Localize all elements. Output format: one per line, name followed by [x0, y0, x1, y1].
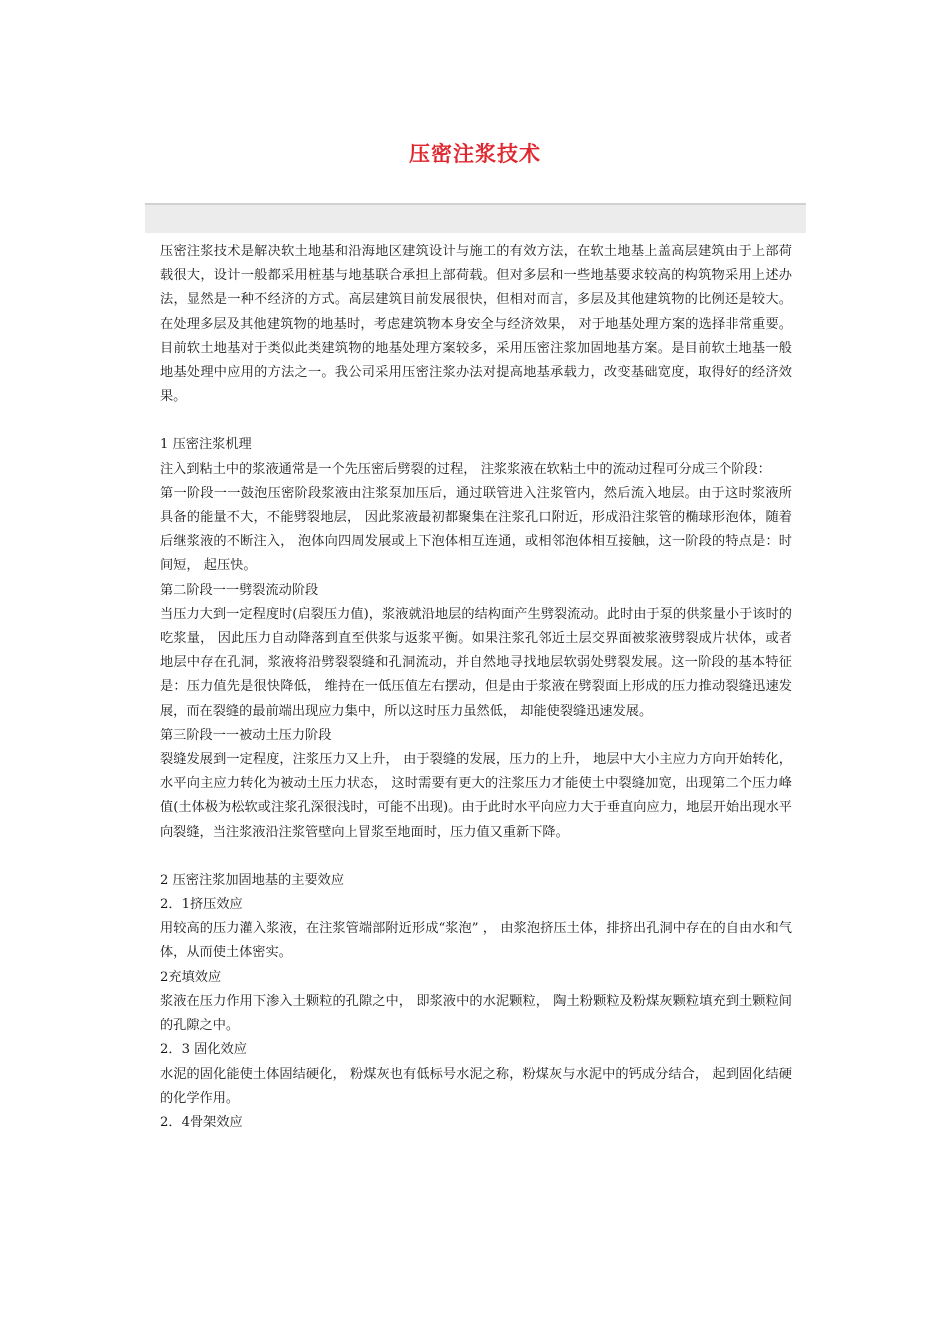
- header-divider-bar: [145, 203, 806, 233]
- intro-paragraph: 压密注浆技术是解决软土地基和沿海地区建筑设计与施工的有效方法，在软土地基上盖高层建筑由于上部荷载很大，设计一般都采用桩基与地基联合承担上部荷载。但对多层和一些地基要求较高的构筑物采用上述办法，显然是一种不经济的方式。高层建筑目前发展很快，但相对而言，多层及其他建筑物的比例还是较大。在处理多层及其他建筑物的地基时，考虑建筑物本身安全与经济效果， 对于地基处理方案的选择非常重要。目前软土地基对于类似此类建筑物的地基处理方案较多，采用压密注浆加固地基方案。是目前软土地基一般地基处理中应用的方法之一。我公司采用压密注浆办法对提高地基承载力，改变基础宽度，取得好的经济效果。: [160, 244, 792, 405]
- section-2-heading: 2 压密注浆加固地基的主要效应: [160, 872, 345, 888]
- stage-2-title: 第二阶段一一劈裂流动阶段: [160, 582, 319, 598]
- subsection-2-3-heading: 2．3 固化效应: [160, 1042, 247, 1058]
- subsection-2-1-heading: 2．1挤压效应: [160, 897, 243, 913]
- document-body: [160, 240, 792, 1135]
- spacer: [160, 845, 792, 869]
- subsection-2-3-paragraph: 水泥的固化能使土体固结硬化， 粉煤灰也有低标号水泥之称，粉煤灰与水泥中的钙成分结合， 起到固化结硬的化学作用。: [160, 1066, 792, 1106]
- stage-1-paragraph: 第一阶段一一鼓泡压密阶段浆液由注浆泵加压后，通过联管进入注浆管内，然后流入地层。由于这时浆液所具备的能量不大，不能劈裂地层， 因此浆液最初都聚集在注浆孔口附近，形成沿注浆管的椭球形泡体，随着后继浆液的不断注入， 泡体向四周发展或上下泡体相互连通，或相邻泡体相互接触，这一阶段的特点是：时间短， 起压快。: [160, 485, 792, 574]
- stage-2-paragraph: 当压力大到一定程度时(启裂压力值)，浆液就沿地层的结构面产生劈裂流动。此时由于泵的供浆量小于该时的吃浆量， 因此压力自动降落到直至供浆与返浆平衡。如果注浆孔邻近土层交界面被浆液劈裂成片状体，或者地层中存在孔洞，浆液将沿劈裂裂缝和孔洞流动，并自然地寻找地层软弱处劈裂发展。这一阶段的基本特征是：压力值先是很快降低， 维持在一低压值左右摆动，但是由于浆液在劈裂面上形成的压力推动裂缝迅速发展，而在裂缝的最前端出现应力集中，所以这时压力虽然低， 却能使裂缝迅速发展。: [160, 606, 792, 719]
- section-1-heading: 1 压密注浆机理: [160, 437, 252, 453]
- stage-3-title: 第三阶段一一被动土压力阶段: [160, 727, 332, 743]
- section-1-paragraph: 注入到粘土中的浆液通常是一个先压密后劈裂的过程， 注浆浆液在软粘土中的流动过程可分成三个阶段：: [160, 461, 771, 477]
- spacer: [160, 409, 792, 433]
- subsection-2-2-paragraph: 浆液在压力作用下渗入土颗粒的孔隙之中， 即浆液中的水泥颗粒， 陶土粉颗粒及粉煤灰颗粒填充到土颗粒间的孔隙之中。: [160, 993, 792, 1034]
- subsection-2-2-heading: 2充填效应: [160, 969, 222, 985]
- stage-3-paragraph: 裂缝发展到一定程度，注浆压力又上升， 由于裂缝的发展，压力的上升， 地层中大小主应力方向开始转化， 水平向主应力转化为被动土压力状态， 这时需要有更大的注浆压力才能使土中裂缝加宽，出现第二个压力峰值(土体极为松软或注浆孔深很浅时，可能不出现)。由于此时水平向应力大于垂直向应力，地层开始出现水平向裂缝，当注浆液沿注浆管壁向上冒浆至地面时，压力值又重新下降。: [160, 752, 792, 840]
- subsection-2-4-heading: 2．4骨架效应: [160, 1114, 243, 1130]
- subsection-2-1-paragraph: 用较高的压力灌入浆液，在注浆管端部附近形成“浆泡” ， 由浆泡挤压土体，排挤出孔洞中存在的自由水和气体，从而使土体密实。: [160, 921, 792, 961]
- document-title: 压密注浆技术: [409, 142, 541, 166]
